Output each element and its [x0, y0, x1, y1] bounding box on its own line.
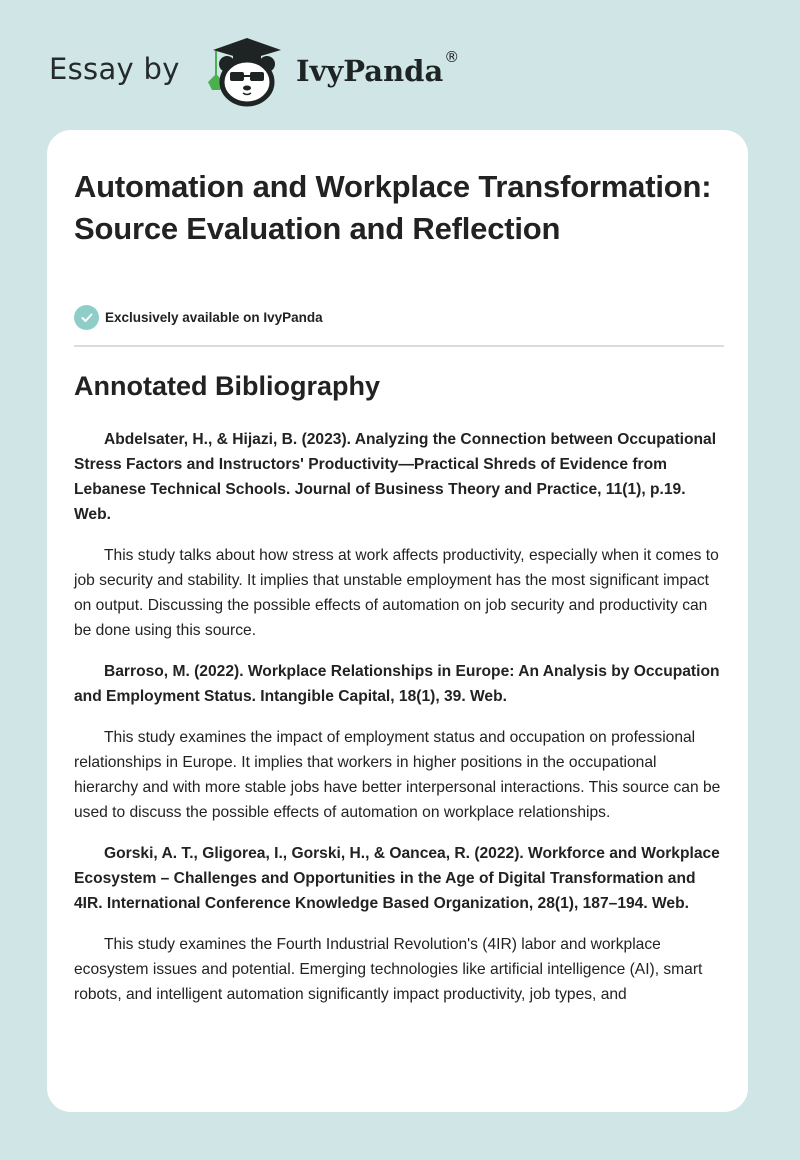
essay-card — [47, 130, 748, 1112]
annotation: This study examines the impact of employment status and occupation on professional relationships in Europe. It implies that workers in higher positions in the occupational hierarchy and with more stable jobs have better interpersonal interactions. This source can be used to discuss the possible effects of automation on workplace relationships. — [74, 729, 721, 821]
annotation: This study examines the Fourth Industrial Revolution's (4IR) labor and workplace ecosystem issues and potential. Emerging technologies like artificial intelligence (AI), smart robots, and intelligent automation significantly impact productivity, job types, and — [74, 936, 703, 1003]
citation: Abdelsater, H., & Hijazi, B. (2023). Analyzing the Connection between Occupational Stress Factors and Instructors' Productivity—Practical Shreds of Evidence from Lebanese Technical Schools. Journal of Business Theory and Practice, 11(1), p.19. Web. — [74, 431, 717, 523]
citation: Gorski, A. T., Gligorea, I., Gorski, H., & Oancea, R. (2022). Workforce and Workplace Ecosystem – Challenges and Opportunities in the Age of Digital Transformation and 4IR. International Conference Knowledge Based Organization, 28(1), 187–194. Web. — [74, 845, 720, 912]
bibliography-list — [74, 427, 724, 1023]
site-header — [0, 0, 800, 130]
essay-by-label: Essay by — [49, 52, 180, 86]
page-title: Automation and Workplace Transformation: Source Evaluation and Reflection — [74, 169, 712, 246]
section-heading: Annotated Bibliography — [74, 371, 380, 401]
exclusive-label: Exclusively available on IvyPanda — [105, 310, 323, 325]
citation: Barroso, M. (2022). Workplace Relationships in Europe: An Analysis by Occupation and Employment Status. Intangible Capital, 18(1), 39. Web. — [74, 663, 720, 705]
brand-name[interactable]: IvyPanda® — [296, 48, 460, 88]
annotation: This study talks about how stress at work affects productivity, especially when it comes to job security and stability. It implies that unstable employment has the most significant impact on output. Discussing the possible effects of automation on job security and productivity can be done using this source. — [74, 547, 719, 639]
panda-graduation-cap-icon[interactable] — [203, 36, 291, 108]
check-circle-icon — [74, 305, 99, 330]
divider — [74, 345, 724, 347]
exclusive-badge — [74, 305, 323, 330]
